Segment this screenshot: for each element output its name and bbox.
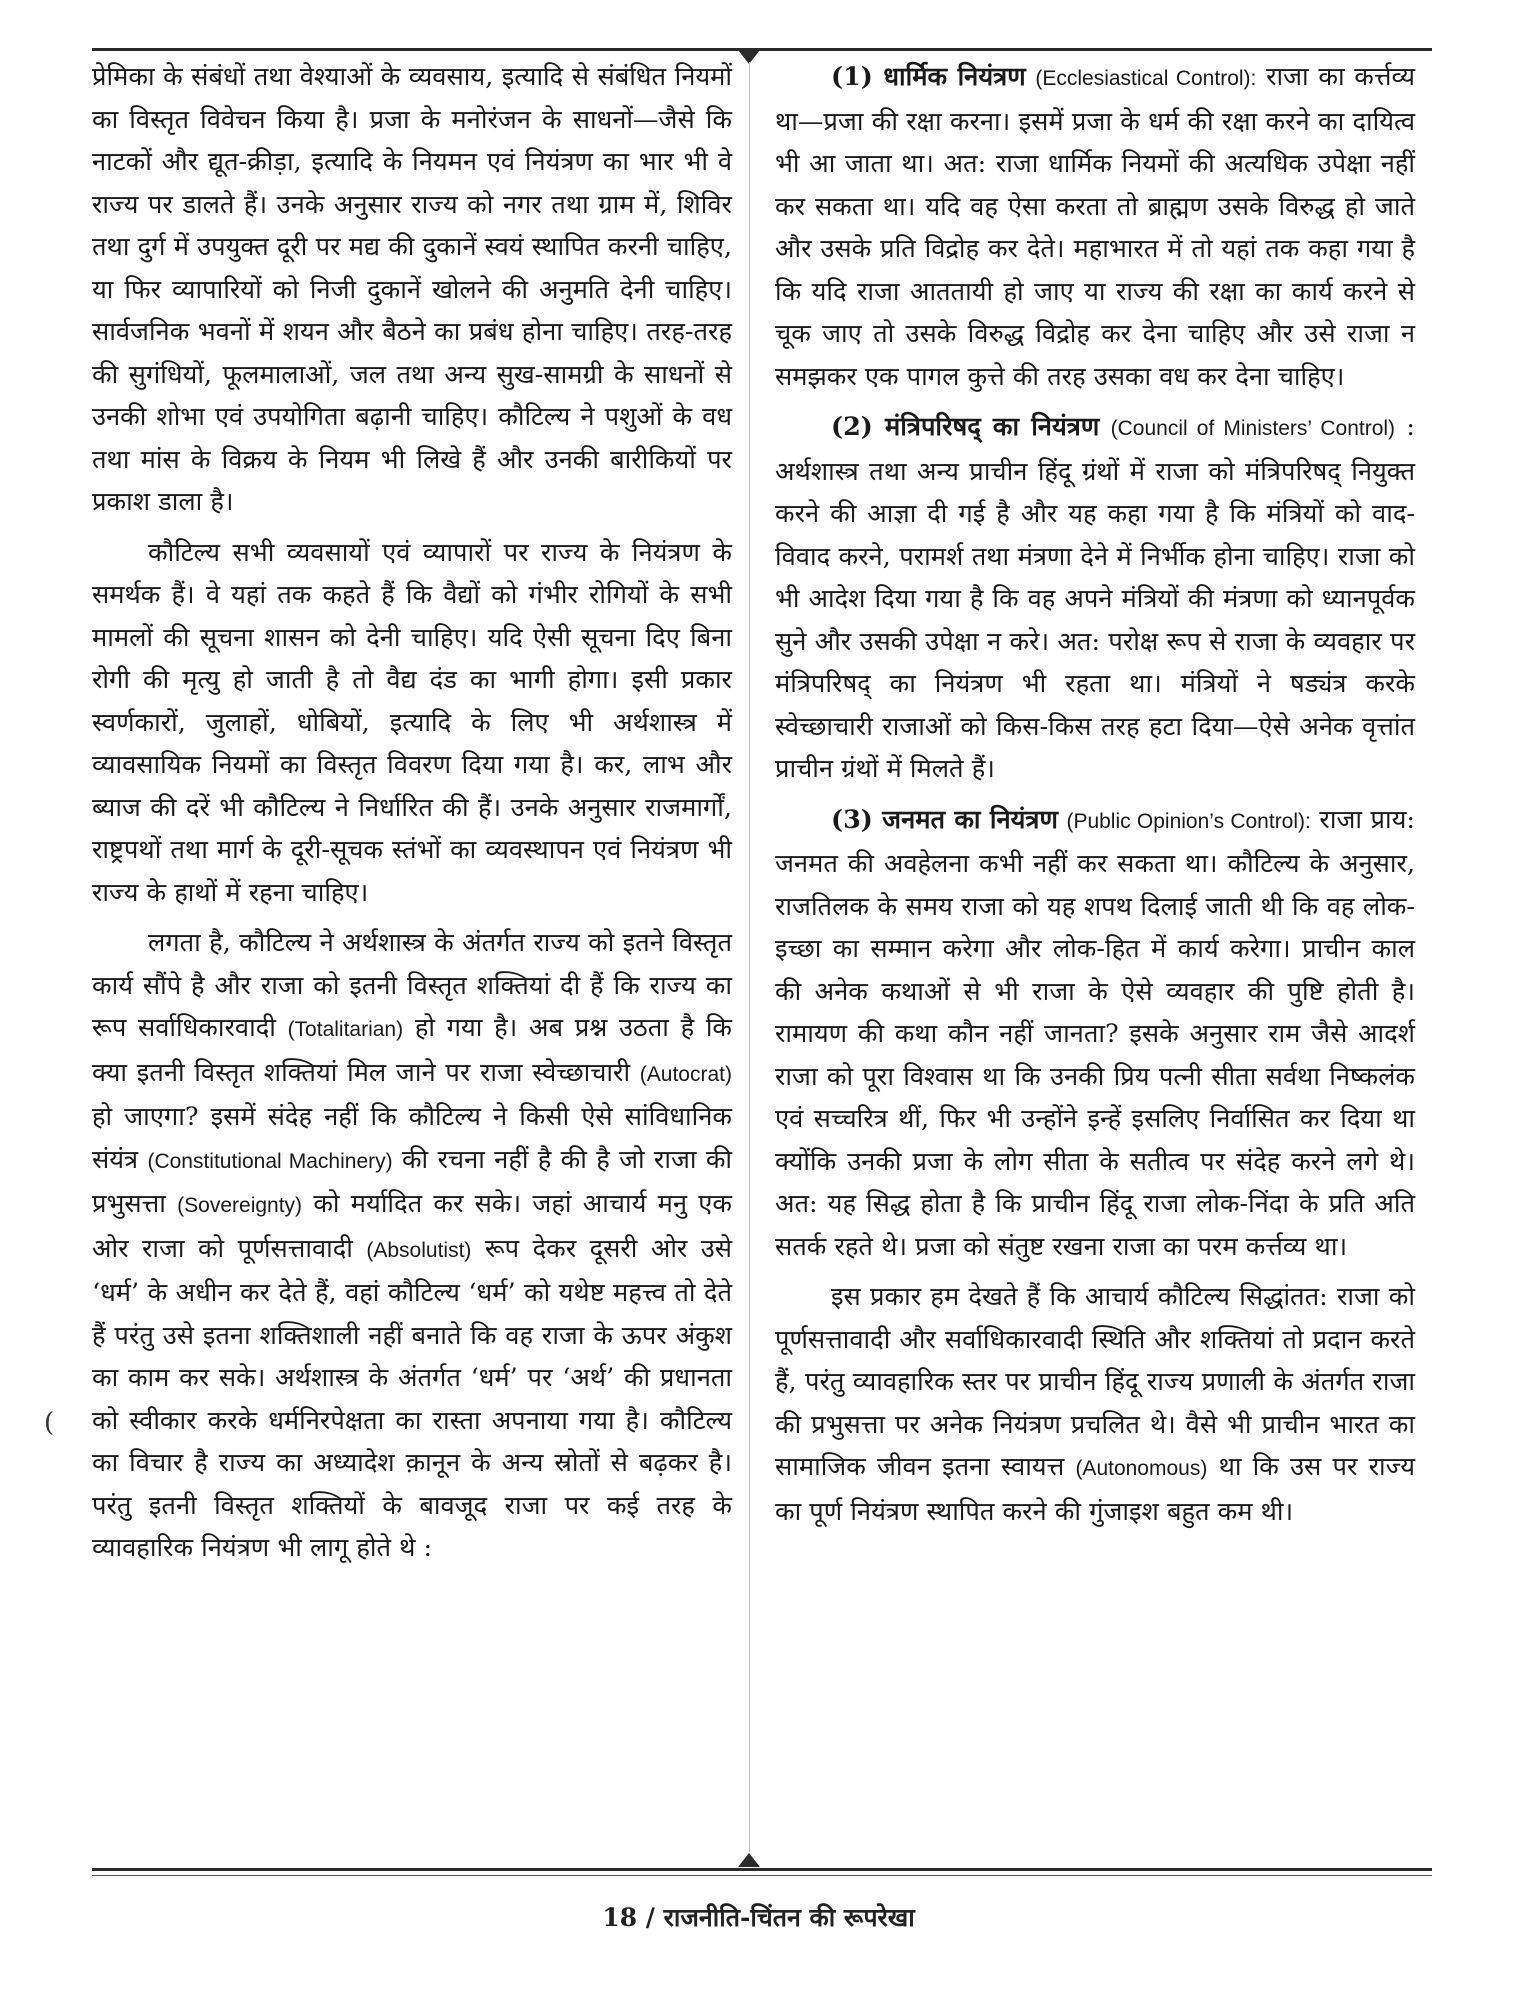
section-3-english: (Public Opinion’s Control): <box>1066 809 1311 833</box>
term-absolutist: (Absolutist) <box>366 1238 472 1262</box>
p3-text-c: हो जाएगा? इसमें संदेह नहीं कि कौटिल्य ने किसी ऐसे सांविधानिक संयंत्र <box>92 1102 732 1175</box>
section-2-text: : अर्थशास्त्र तथा अन्य प्राचीन हिंदू ग्रंथों में राजा को मंत्रिपरिषद् नियुक्त करने की आज्ञा दी गई है और यह कहा गया है कि मंत्रियों को वाद-विवाद करने, परामर्श तथा मंत्रणा देने में निर्भीक होना चाहिए। राजा को भी आदेश दिया गया है कि वह अपने मंत्रियों की मंत्रणा को ध्यानपूर्वक सुने और उसकी उपेक्षा न करे। अत: परोक्ष रूप से राजा के व्यवहार पर मंत्रिपरिषद् का नियंत्रण भी रहता था। मंत्रियों ने षड्यंत्र करके स्वेच्छाचारी राजाओं को किस-किस तरह हटा दिया—ऐसे अनेक वृत्तांत प्राचीन ग्रंथों में मिलते हैं। <box>775 412 1416 784</box>
p3-text-d: की रचना नहीं है की है जो राजा की प्रभुसत्ता <box>92 1144 733 1219</box>
section-public-opinion-control <box>775 799 1415 1269</box>
section-2-heading: (2) मंत्रिपरिषद् का नियंत्रण <box>831 412 1100 442</box>
term-autocrat: (Autocrat) <box>639 1062 732 1086</box>
p3-text-a: लगता है, कौटिल्य ने अर्थशास्त्र के अंतर्गत राज्य को इतने विस्तृत कार्य सौंपे है और राजा को इतनी विस्तृत शक्तियां दी हैं कि राज्य का रूप सर्वाधिकारवादी <box>92 928 732 1043</box>
right-column <box>775 56 1415 1541</box>
term-constitutional-machinery: (Constitutional Machinery) <box>147 1149 393 1173</box>
section-3-heading: (3) जनमत का नियंत्रण <box>831 804 1058 835</box>
bottom-rule-thin <box>92 1875 1432 1876</box>
left-column <box>92 56 732 1578</box>
p3-text-f: रूप देकर दूसरी ओर उसे ‘धर्म’ के अधीन कर देते हैं, वहां कौटिल्य ‘धर्म’ को यथेष्ट महत्त्व तो देते हैं परंतु उसे इतना शक्तिशाली नहीं बनाते कि वह राजा के ऊपर अंकुश का काम कर सके। अर्थशास्त्र के अंतर्गत ‘धर्म’ पर ‘अर्थ’ की प्रधानता को स्वीकार करके धर्मनिरपेक्षता का रास्ता अपनाया गया है। कौटिल्य का विचार है राज्य का अध्यादेश क़ानून के अन्य स्रोतों से बढ़कर है। परंतु इतनी विस्तृत शक्तियों के बावजूद राजा पर कई तरह के व्यावहारिक नियंत्रण भी लागू होते थे : <box>92 1233 732 1563</box>
term-totalitarian: (Totalitarian) <box>287 1018 404 1041</box>
bottom-ornament <box>738 1853 760 1867</box>
bottom-rule <box>92 1868 1432 1871</box>
p3-text-b: हो गया है। अब प्रश्न उठता है कि क्या इतनी विस्तृत शक्तियां मिल जाने पर राजा स्वेच्छाचारी <box>92 1013 733 1088</box>
paragraph-1: प्रेमिका के संबंधों तथा वेश्याओं के व्यवसाय, इत्यादि से संबंधित नियमों का विस्तृत विवेचन किया है। प्रजा के मनोरंजन के साधनों—जैसे कि नाटकों और द्यूत-क्रीड़ा, इत्यादि के नियमन एवं नियंत्रण का भार भी वे राज्य पर डालते हैं। उनके अनुसार राज्य को नगर तथा ग्राम में, शिविर तथा दुर्ग में उपयुक्त दूरी पर मद्य की दुकानें स्वयं स्थापित करनी चाहिए, या फिर व्यापारियों को निजी दुकानें खोलने की अनुमति देनी चाहिए। सार्वजनिक भवनों में शयन और बैठने का प्रबंध होना चाहिए। तरह-तरह की सुगंधियों, फूलमालाओं, जल तथा अन्य सुख-सामग्री के साधनों से उनकी शोभा एवं उपयोगिता बढ़ानी चाहिए। कौटिल्य ने पशुओं के वध तथा मांस के विक्रय के नियम भी लिखे हैं और उनकी बारीकियों पर प्रकाश डाला है। <box>92 62 732 517</box>
section-1-english: (Ecclesiastical Control): <box>1035 67 1257 90</box>
term-sovereignty: (Sovereignty) <box>177 1194 303 1217</box>
section-religious-control <box>775 56 1415 398</box>
column-divider <box>749 62 750 1852</box>
paragraph-3 <box>92 922 732 1570</box>
conclusion-paragraph <box>775 1276 1415 1533</box>
paragraph-2: कौटिल्य सभी व्यवसायों एवं व्यापारों पर राज्य के नियंत्रण के समर्थक हैं। वे यहां तक कहते हैं कि वैद्यों को गंभीर रोगियों के सभी मामलों की सूचना शासन को देनी चाहिए। यदि ऐसी सूचना दिए बिना रोगी की मृत्यु हो जाती है तो वैद्य दंड का भागी होगा। इसी प्रकार स्वर्णकारों, जुलाहों, धोबियों, इत्यादि के लिए भी अर्थशास्त्र में व्यावसायिक नियमों का विस्तृत विवरण दिया गया है। कर, लाभ और ब्याज की दरें भी कौटिल्य ने निर्धारित की हैं। उनके अनुसार राजमार्गों, राष्ट्रपथों तथा मार्ग के दूरी-सूचक स्तंभों का व्यवस्थापन एवं नियंत्रण भी राज्य के हाथों में रहना चाहिए। <box>92 537 732 908</box>
section-1-heading: (1) धार्मिक नियंत्रण <box>831 62 1026 92</box>
p3-text-e: को मर्यादित कर सके। जहां आचार्य मनु एक ओर राजा को पूर्णसत्तावादी <box>92 1189 732 1264</box>
section-council-control <box>775 406 1415 791</box>
term-autonomous: (Autonomous) <box>1075 1457 1208 1480</box>
conclusion-text-b: था कि उस पर राज्य का पूर्ण नियंत्रण स्थापित करने की गुंजाइश बहुत कम थी। <box>775 1452 1416 1527</box>
section-3-text: राजा प्राय: जनमत की अवहेलना कभी नहीं कर सकता था। कौटिल्य के अनुसार, राजतिलक के समय राजा को यह शपथ दिलाई जाती थी कि वह लोक-इच्छा का सम्मान करेगा और लोक-हित में कार्य करेगा। प्राचीन काल की अनेक कथाओं से भी राजा के ऐसे व्यवहार की पुष्टि होती है। रामायण की कथा कौन नहीं जानता? इसके अनुसार राम जैसे आदर्श राजा को पूरा विश्वास था कि उनकी प्रिय पत्नी सीता सर्वथा निष्कलंक एवं सच्चरित्र थीं, फिर भी उन्होंने इन्हें इसलिए निर्वासित कर दिया था क्योंकि उनकी प्रजा के लोग सीता के सतीत्व पर संदेह करने लगे थे। अत: यह सिद्ध होता है कि प्राचीन हिंदू राजा लोक-निंदा के प्रति अति सतर्क रहते थे। प्रजा को संतुष्ट रखना राजा का परम कर्त्तव्य था। <box>775 804 1415 1262</box>
section-2-english: (Council of Ministers’ Control) <box>1110 417 1396 440</box>
section-1-text: राजा का कर्त्तव्य था—प्रजा की रक्षा करना। इसमें प्रजा के धर्म की रक्षा करने का दायित्व भी आ जाता था। अत: राजा धार्मिक नियमों की अत्यधिक उपेक्षा नहीं कर सकता था। यदि वह ऐसा करता तो ब्राह्मण उसके विरुद्ध हो जाते और उसके प्रति विद्रोह कर देते। महाभारत में तो यहां तक कहा गया है कि यदि राजा आततायी हो जाए या राज्य की रक्षा का कार्य करने से चूक जाए तो उसके विरुद्ध विद्रोह कर देना चाहिए और उसे राजा न समझकर एक पागल कुत्ते की तरह उसका वध कर देना चाहिए। <box>775 62 1415 392</box>
margin-mark: ( <box>44 1408 55 1438</box>
top-rule <box>92 48 1432 51</box>
conclusion-text-a: इस प्रकार हम देखते हैं कि आचार्य कौटिल्य सिद्धांतत: राजा को पूर्णसत्तावादी और सर्वाधिकारवादी स्थिति और शक्तियां तो प्रदान करते हैं, परंतु व्यावहारिक स्तर पर प्राचीन हिंदू राज्य प्रणाली के अंतर्गत राजा की प्रभुसत्ता पर अनेक नियंत्रण प्रचलित थे। वैसे भी प्राचीन भारत का सामाजिक जीवन इतना स्वायत्त <box>775 1282 1415 1482</box>
page-footer: 18 / राजनीति-चिंतन की रूपरेखा <box>602 1903 915 1932</box>
